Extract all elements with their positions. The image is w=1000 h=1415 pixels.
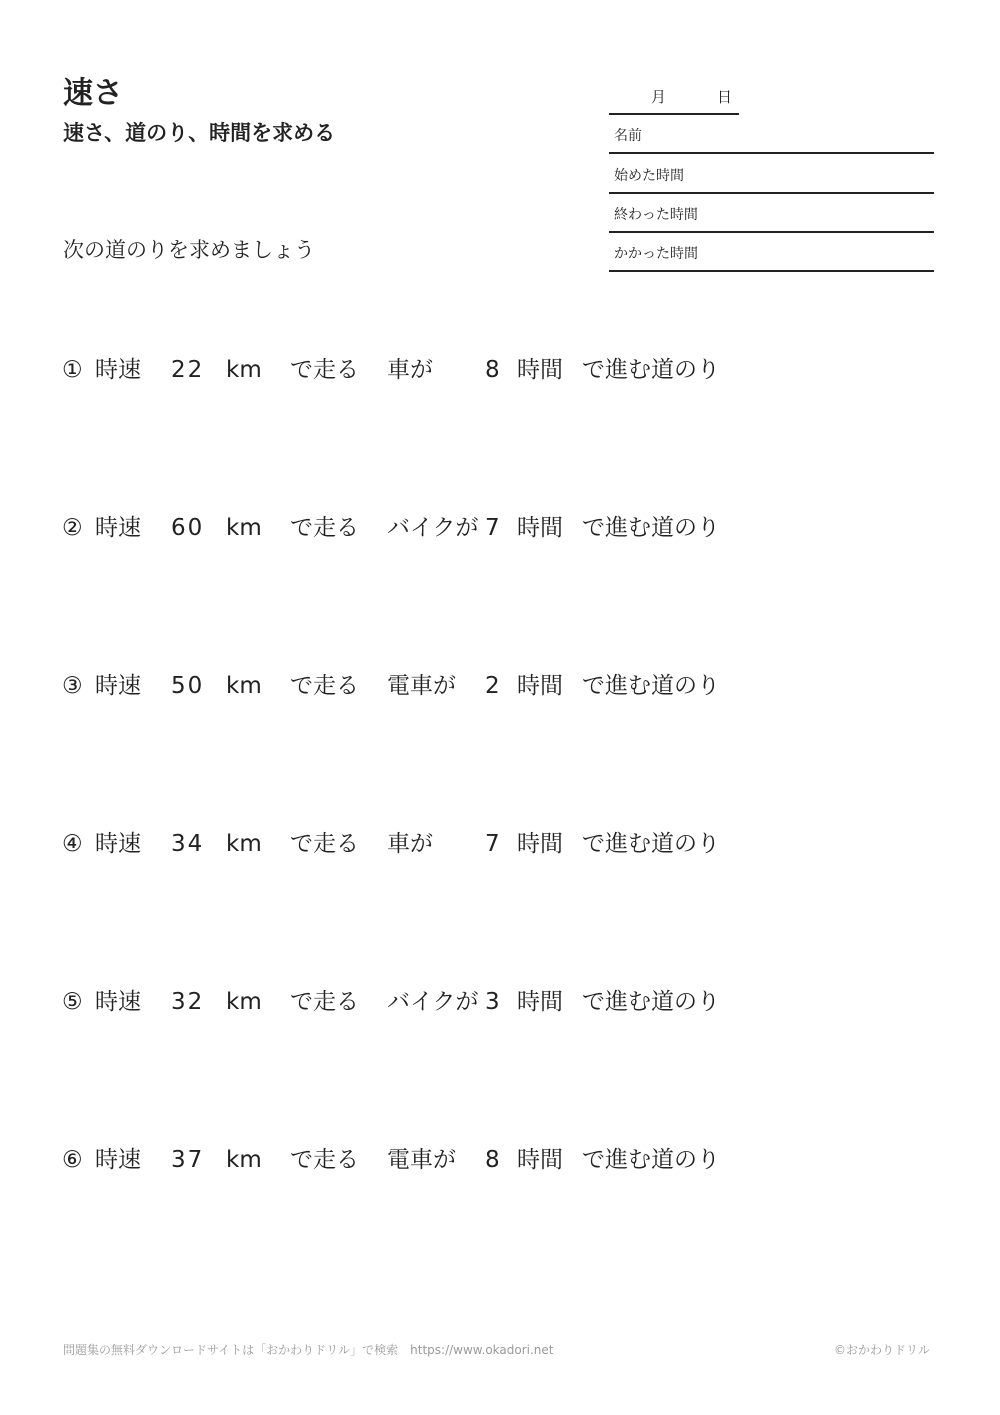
speed-value: 60	[171, 515, 205, 541]
speed-label: 時速	[95, 831, 141, 857]
speed-unit: km	[226, 989, 262, 1015]
name-field[interactable]	[609, 114, 934, 154]
vehicle-text: 車が	[387, 831, 433, 857]
end-time-field[interactable]	[609, 193, 934, 233]
time-value: 7	[485, 515, 500, 541]
speed-value: 22	[171, 357, 205, 383]
problem-number: ⑥	[62, 1147, 83, 1173]
problem-number: ③	[62, 673, 83, 699]
day-label: 日	[717, 88, 733, 106]
problem-number: ④	[62, 831, 83, 857]
question-tail: で進む道のり	[582, 831, 720, 857]
speed-value: 37	[171, 1147, 205, 1173]
page-title: 速さ	[63, 76, 123, 111]
vehicle-text: 電車が	[387, 673, 456, 699]
speed-label: 時速	[95, 673, 141, 699]
start-time-label: 始めた時間	[614, 168, 684, 184]
elapsed-time-field[interactable]	[609, 232, 934, 272]
question-tail: で進む道のり	[582, 1147, 720, 1173]
time-value: 7	[485, 831, 500, 857]
run-text: で走る	[290, 673, 359, 699]
elapsed-time-label: かかった時間	[614, 246, 698, 262]
question-tail: で進む道のり	[582, 673, 720, 699]
vehicle-text: 電車が	[387, 1147, 456, 1173]
run-text: で走る	[290, 515, 359, 541]
speed-label: 時速	[95, 515, 141, 541]
problem-1	[0, 350, 1000, 390]
run-text: で走る	[290, 831, 359, 857]
question-tail: で進む道のり	[582, 357, 720, 383]
time-value: 3	[485, 989, 500, 1015]
speed-unit: km	[226, 357, 262, 383]
time-unit: 時間	[517, 831, 563, 857]
speed-value: 32	[171, 989, 205, 1015]
speed-value: 50	[171, 673, 205, 699]
time-value: 8	[485, 357, 500, 383]
speed-unit: km	[226, 1147, 262, 1173]
speed-label: 時速	[95, 989, 141, 1015]
problem-number: ②	[62, 515, 83, 541]
time-unit: 時間	[517, 989, 563, 1015]
speed-value: 34	[171, 831, 205, 857]
speed-unit: km	[226, 831, 262, 857]
time-unit: 時間	[517, 673, 563, 699]
problem-2	[0, 508, 1000, 548]
speed-unit: km	[226, 673, 262, 699]
problem-3	[0, 666, 1000, 706]
problem-number: ⑤	[62, 989, 83, 1015]
run-text: で走る	[290, 1147, 359, 1173]
date-field[interactable]	[609, 80, 739, 115]
instruction-text: 次の道のりを求めましょう	[63, 238, 315, 262]
footer-copyright: ©おかわりドリル	[833, 1343, 930, 1357]
footer-site-note: 問題集の無料ダウンロードサイトは「おかわりドリル」で検索 https://www.okadori.net	[63, 1343, 554, 1357]
problem-4	[0, 824, 1000, 864]
start-time-field[interactable]	[609, 154, 934, 194]
time-unit: 時間	[517, 357, 563, 383]
end-time-label: 終わった時間	[614, 207, 698, 223]
problem-5	[0, 982, 1000, 1022]
vehicle-text: 車が	[387, 357, 433, 383]
problem-6	[0, 1140, 1000, 1180]
run-text: で走る	[290, 357, 359, 383]
time-value: 8	[485, 1147, 500, 1173]
time-unit: 時間	[517, 515, 563, 541]
time-value: 2	[485, 673, 500, 699]
question-tail: で進む道のり	[582, 989, 720, 1015]
speed-unit: km	[226, 515, 262, 541]
time-unit: 時間	[517, 1147, 563, 1173]
month-label: 月	[651, 88, 667, 106]
vehicle-text: バイクが	[387, 515, 479, 541]
vehicle-text: バイクが	[387, 989, 479, 1015]
run-text: で走る	[290, 989, 359, 1015]
speed-label: 時速	[95, 1147, 141, 1173]
speed-label: 時速	[95, 357, 141, 383]
problem-number: ①	[62, 357, 83, 383]
page-subtitle: 速さ、道のり、時間を求める	[63, 121, 336, 145]
name-label: 名前	[614, 128, 642, 144]
question-tail: で進む道のり	[582, 515, 720, 541]
